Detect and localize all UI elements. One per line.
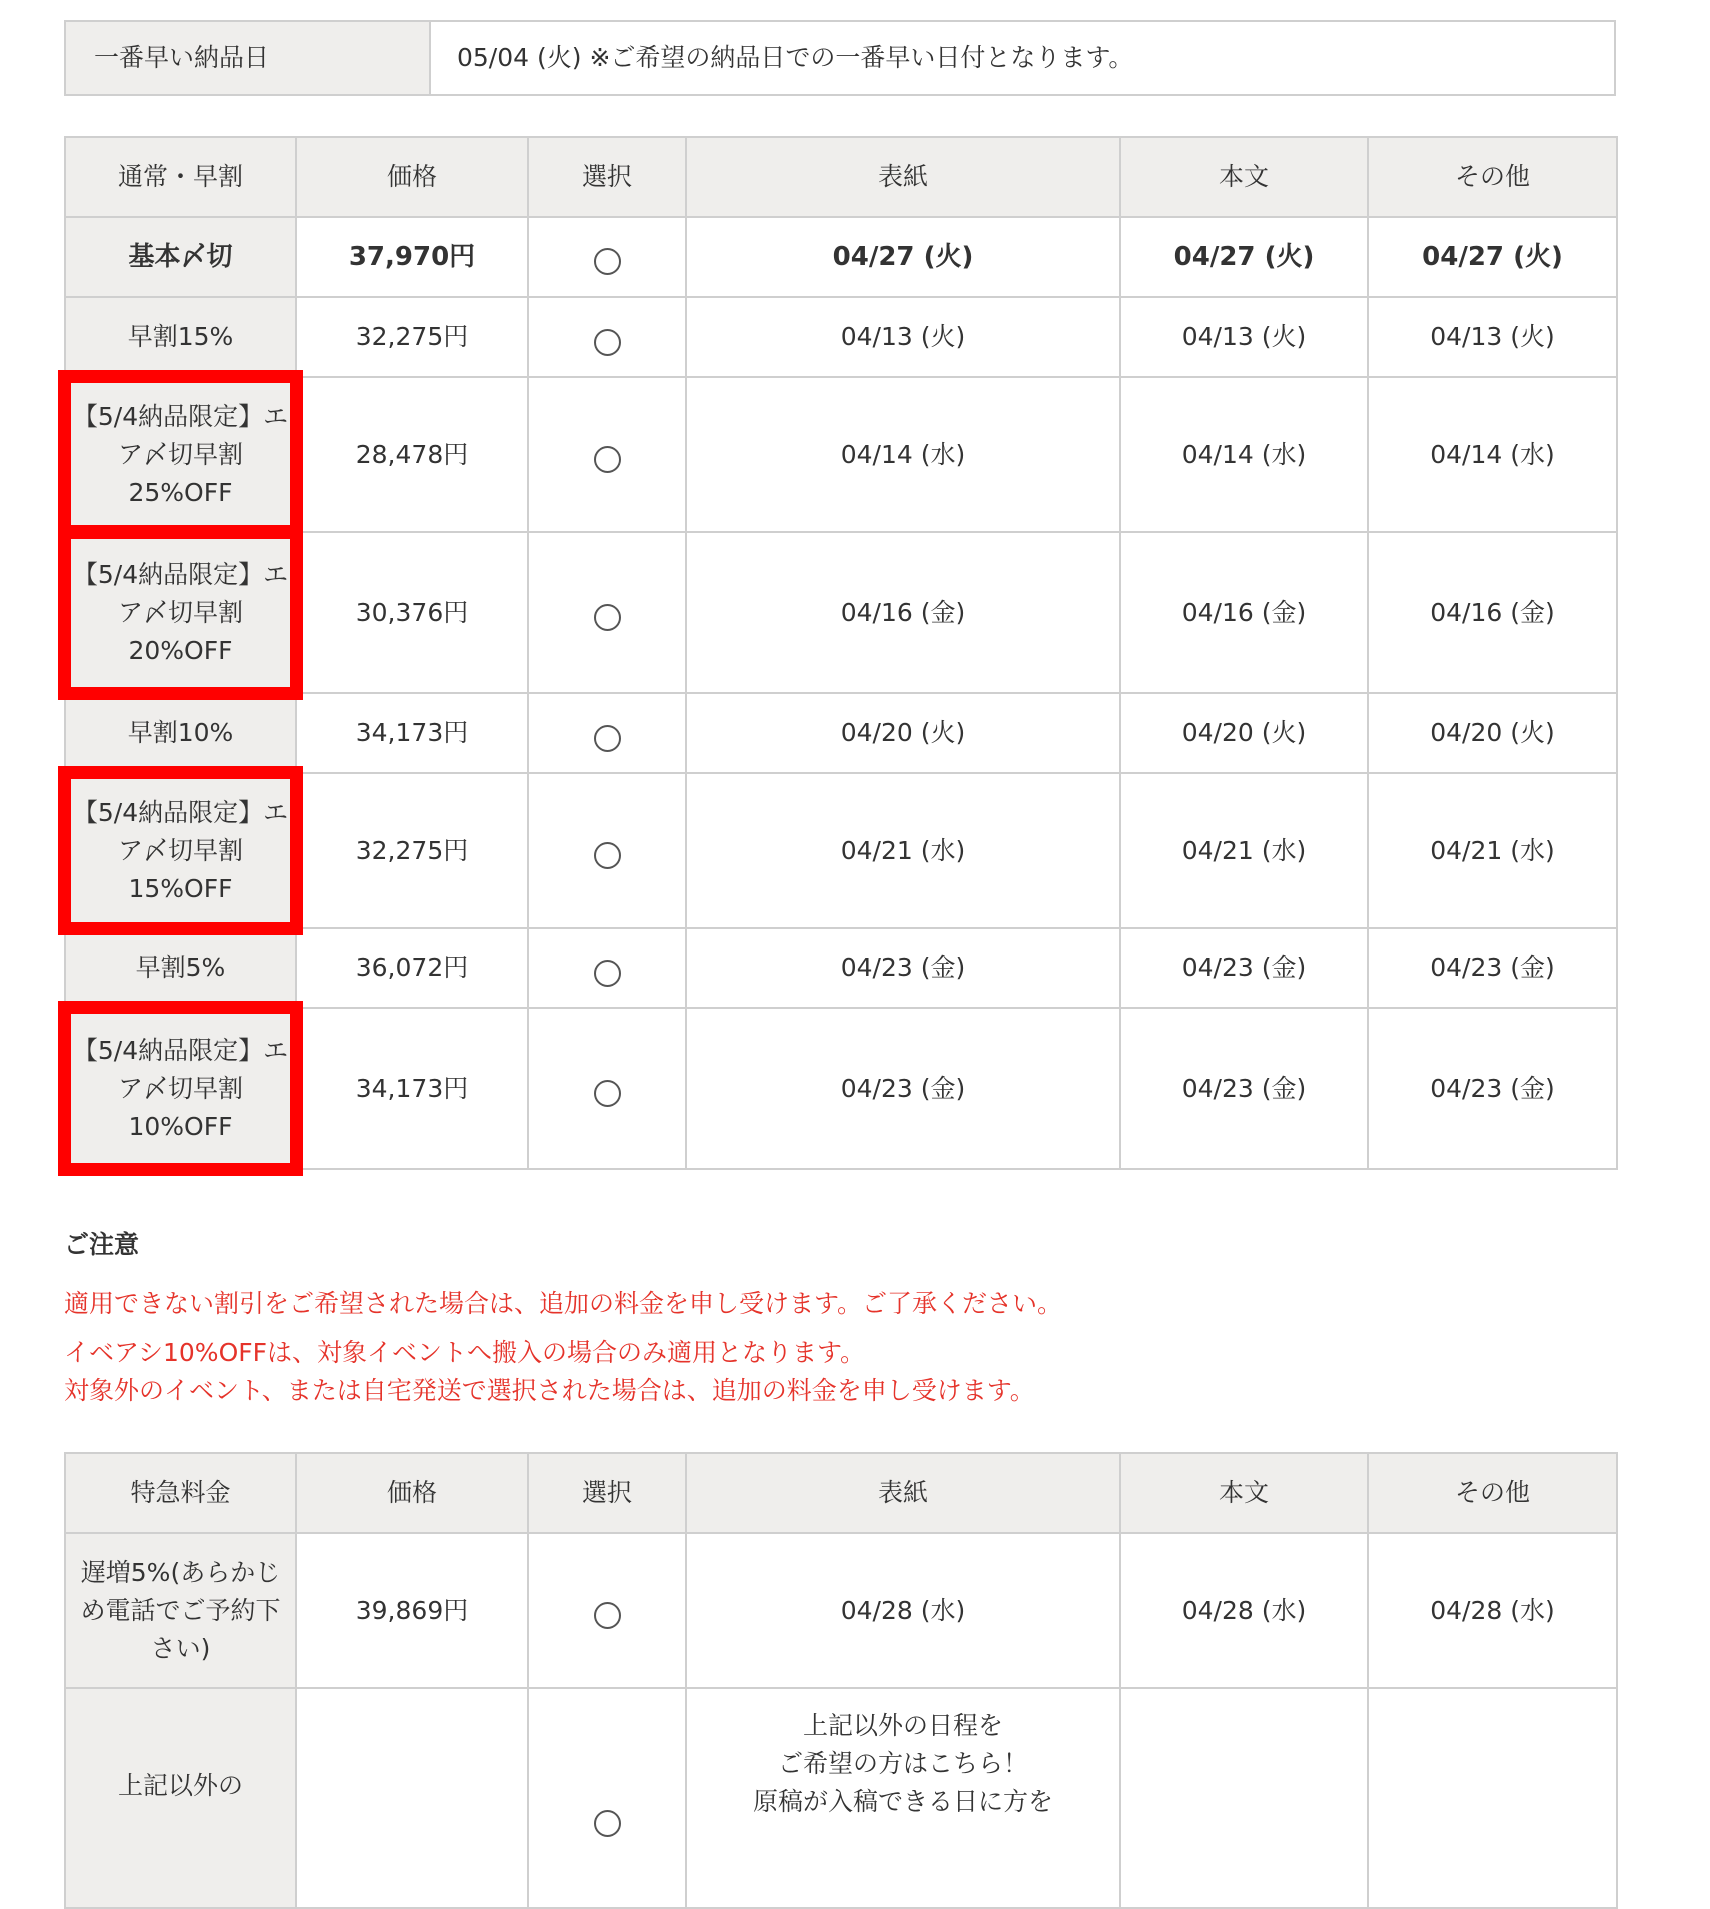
body-deadline: 04/20 (火): [1120, 693, 1368, 773]
earliest-delivery-table: [64, 20, 1616, 96]
table-row: [65, 693, 1617, 773]
other-deadline: 04/13 (火): [1368, 297, 1617, 377]
header-other: その他: [1368, 137, 1617, 217]
express-radio-button[interactable]: [594, 1810, 621, 1837]
other-deadline: 04/23 (金): [1368, 928, 1617, 1008]
plan-select-cell: [528, 532, 686, 693]
cover-deadline: 04/27 (火): [686, 217, 1120, 297]
plan-select-cell: [528, 1008, 686, 1169]
header-other: その他: [1368, 1453, 1617, 1533]
cover-deadline: 04/21 (水): [686, 773, 1120, 928]
plan-name-highlighted: 【5/4納品限定】エア〆切早割10%OFF: [65, 1008, 296, 1169]
plan-select-cell: [528, 217, 686, 297]
earliest-delivery-label: 一番早い納品日: [65, 21, 430, 95]
cover-deadline: 04/20 (火): [686, 693, 1120, 773]
cover-deadline: 04/23 (金): [686, 928, 1120, 1008]
other-deadline: 04/27 (火): [1368, 217, 1617, 297]
cover-deadline: 04/28 (水): [686, 1533, 1120, 1688]
header-body: 本文: [1120, 1453, 1368, 1533]
table-row: [65, 1533, 1617, 1688]
header-cover: 表紙: [686, 137, 1120, 217]
body-deadline: 04/21 (水): [1120, 773, 1368, 928]
express-name: 遅増5%(あらかじめ電話でご予約下さい): [65, 1533, 296, 1688]
other-deadline: 04/14 (水): [1368, 377, 1617, 532]
plan-name: 早割10%: [65, 693, 296, 773]
plan-radio-button[interactable]: [594, 725, 621, 752]
body-deadline: 04/13 (火): [1120, 297, 1368, 377]
plan-radio-button[interactable]: [594, 1080, 621, 1107]
plan-price: 37,970円: [296, 217, 528, 297]
custom-schedule-cell: [686, 1688, 1120, 1908]
plan-radio-button[interactable]: [594, 842, 621, 869]
body-deadline: 04/23 (金): [1120, 1008, 1368, 1169]
other-deadline: 04/23 (金): [1368, 1008, 1617, 1169]
header-select: 選択: [528, 1453, 686, 1533]
plan-name: 早割5%: [65, 928, 296, 1008]
header-price: 価格: [296, 137, 528, 217]
custom-schedule-link[interactable]: ご希望の方はこちら！: [777, 1749, 1028, 1778]
table-row-partial: [65, 1688, 1617, 1908]
express-radio-button[interactable]: [594, 1602, 621, 1629]
earliest-delivery-value: 05/04 (火) ※ご希望の納品日での一番早い日付となります。: [430, 21, 1615, 95]
table-row: [65, 377, 1617, 532]
plan-name-highlighted: 【5/4納品限定】エア〆切早割20%OFF: [65, 532, 296, 693]
plan-name-highlighted: 【5/4納品限定】エア〆切早割25%OFF: [65, 377, 296, 532]
plan-select-cell: [528, 297, 686, 377]
table-row: [65, 297, 1617, 377]
header-body: 本文: [1120, 137, 1368, 217]
other-deadline: 04/21 (水): [1368, 773, 1617, 928]
plan-select-cell: [528, 773, 686, 928]
table-row: [65, 1008, 1617, 1169]
other-deadline: 04/20 (火): [1368, 693, 1617, 773]
express-price-empty: [296, 1688, 528, 1908]
notes-title: ご注意: [64, 1230, 140, 1259]
plan-price: 30,376円: [296, 532, 528, 693]
plan-radio-button[interactable]: [594, 446, 621, 473]
custom-schedule-line: 原稿が入稿できる日に方を: [752, 1787, 1053, 1816]
express-name: 上記以外の: [65, 1688, 296, 1908]
header-express: 特急料金: [65, 1453, 296, 1533]
plan-radio-button[interactable]: [594, 604, 621, 631]
note-line: 対象外のイベント、または自宅発送で選択された場合は、追加の料金を申し受けます。: [64, 1376, 1035, 1405]
header-price: 価格: [296, 1453, 528, 1533]
plan-select-cell: [528, 928, 686, 1008]
express-table: [64, 1452, 1618, 1909]
table-row: [65, 928, 1617, 1008]
cover-deadline: 04/14 (水): [686, 377, 1120, 532]
earliest-delivery-row: [65, 21, 1615, 95]
other-deadline: 04/28 (水): [1368, 1533, 1617, 1688]
other-deadline-empty: [1368, 1688, 1617, 1908]
custom-schedule-line: 上記以外の日程を: [802, 1711, 1003, 1740]
cover-deadline: 04/13 (火): [686, 297, 1120, 377]
plan-price: 32,275円: [296, 773, 528, 928]
body-deadline: 04/16 (金): [1120, 532, 1368, 693]
plan-name-highlighted: 【5/4納品限定】エア〆切早割15%OFF: [65, 773, 296, 928]
plan-price: 36,072円: [296, 928, 528, 1008]
header-plan: 通常・早割: [65, 137, 296, 217]
plan-name: 基本〆切: [65, 217, 296, 297]
plan-name: 早割15%: [65, 297, 296, 377]
table-row: [65, 532, 1617, 693]
header-cover: 表紙: [686, 1453, 1120, 1533]
express-price: 39,869円: [296, 1533, 528, 1688]
plan-radio-button[interactable]: [594, 329, 621, 356]
table-row: [65, 773, 1617, 928]
plan-price: 34,173円: [296, 693, 528, 773]
note-line: 適用できない割引をご希望された場合は、追加の料金を申し受けます。ご了承ください。: [64, 1289, 1063, 1318]
cover-deadline: 04/16 (金): [686, 532, 1120, 693]
body-deadline: 04/27 (火): [1120, 217, 1368, 297]
header-select: 選択: [528, 137, 686, 217]
plan-table: [64, 136, 1618, 1170]
body-deadline: 04/28 (水): [1120, 1533, 1368, 1688]
plan-radio-button[interactable]: [594, 960, 621, 987]
plan-select-cell: [528, 377, 686, 532]
body-deadline: 04/14 (水): [1120, 377, 1368, 532]
cover-deadline: 04/23 (金): [686, 1008, 1120, 1169]
express-table-header: [65, 1453, 1617, 1533]
plan-table-header: [65, 137, 1617, 217]
plan-select-cell: [528, 693, 686, 773]
note-line: イベアシ10%OFFは、対象イベントへ搬入の場合のみ適用となります。: [64, 1338, 866, 1367]
body-deadline: 04/23 (金): [1120, 928, 1368, 1008]
plan-radio-button[interactable]: [594, 248, 621, 275]
table-row: [65, 217, 1617, 297]
plan-price: 34,173円: [296, 1008, 528, 1169]
body-deadline-empty: [1120, 1688, 1368, 1908]
express-select-cell: [528, 1688, 686, 1908]
other-deadline: 04/16 (金): [1368, 532, 1617, 693]
plan-price: 28,478円: [296, 377, 528, 532]
express-select-cell: [528, 1533, 686, 1688]
plan-price: 32,275円: [296, 297, 528, 377]
